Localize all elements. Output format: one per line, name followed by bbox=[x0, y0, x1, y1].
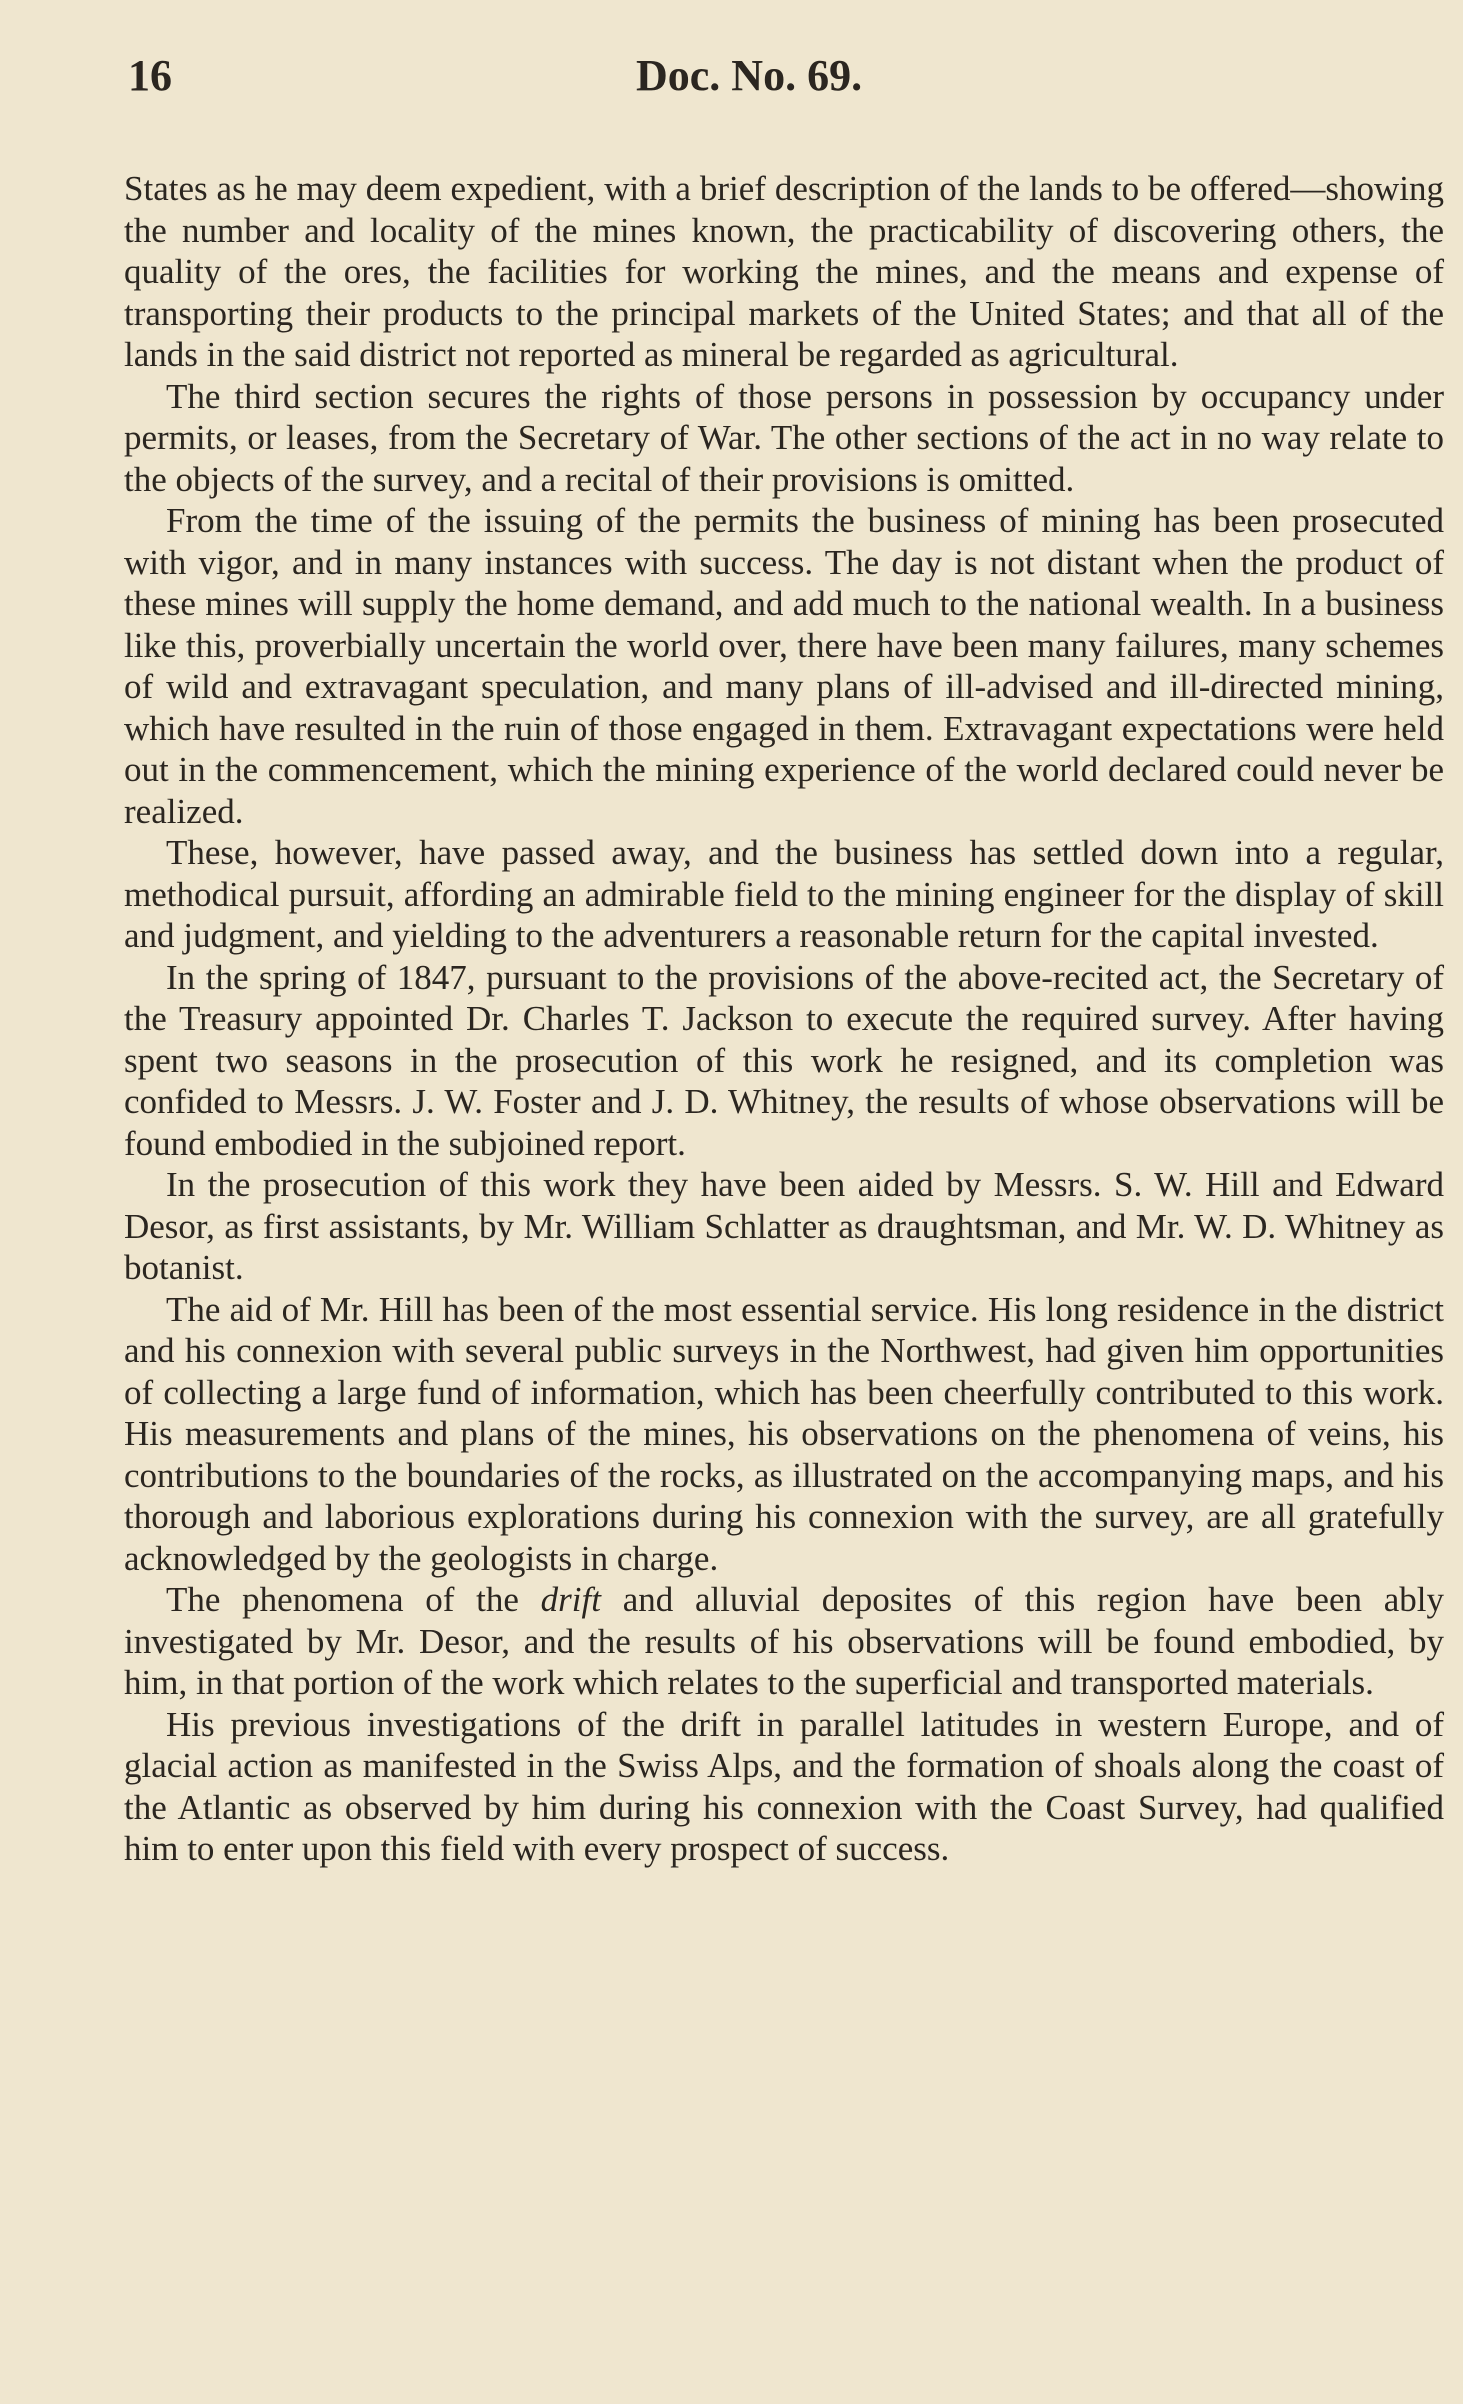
page-number: 16 bbox=[128, 51, 172, 100]
drift-text-after: and alluvial deposites of this region have been ably investigated by Mr. Desor, and the results of his observations will be found embodied, by him, in that portion of the work which relates to the superficial and transported materials. bbox=[124, 1580, 1444, 1702]
paragraph-previous-investigations: His previous investigations of the drift in parallel latitudes in western Europe, and of glacial action as manifested in the Swiss Alps, and the formation of shoals along the coast of the Atlantic as observed by him during his connexion with the Coast Survey, had qualified him to enter upon this field with every prospect of success. bbox=[124, 1704, 1444, 1868]
paragraph-third-section: The third section secures the rights of those persons in possession by occupancy under permits, or leases, from the Secretary of War. The other sections of the act in no way relate to the objects of the survey, and a recital of their provisions is omitted. bbox=[124, 376, 1444, 499]
paragraph-continuation: States as he may deem expedient, with a brief description of the lands to be offered—showing the number and locality of the mines known, the practicability of discovering others, the quality of the ores, the facilities for working the mines, and the means and expense of transporting their products to the principal markets of the United States; and that all of the lands in the said district not reported as mineral be regarded as agricultural. bbox=[124, 169, 1444, 374]
drift-emphasis: drift bbox=[540, 1580, 601, 1619]
paragraph-assistants: In the prosecution of this work they have been aided by Messrs. S. W. Hill and Edward Desor, as first assistants, by Mr. William Schlatter as draughtsman, and Mr. W. D. Whitney as botanist. bbox=[124, 1165, 1444, 1287]
page-header bbox=[124, 44, 1444, 106]
paragraph-drift bbox=[124, 1579, 1444, 1704]
paragraph-settled-down: These, however, have passed away, and the business has settled down into a regular, methodical pursuit, affording an admirable field to the mining engineer for the display of skill and judgment, and yielding to the adventurers a reasonable return for the capital invested. bbox=[124, 833, 1444, 955]
paragraph-mining-business: From the time of the issuing of the permits the business of mining has been prosecuted with vigor, and in many instances with success. The day is not distant when the product of these mines will supply the home demand, and add much to the national wealth. In a business like this, proverbially uncertain the world over, there have been many failures, many schemes of wild and extravagant speculation, and many plans of ill-advised and ill-directed mining, which have resulted in the ruin of those engaged in them. Extravagant expectations were held out in the commencement, which the mining experience of the world declared could never be realized. bbox=[124, 501, 1444, 831]
running-head: Doc. No. 69. bbox=[636, 51, 863, 100]
drift-text-before: The phenomena of the bbox=[166, 1580, 541, 1619]
paragraph-spring-1847: In the spring of 1847, pursuant to the provisions of the above-recited act, the Secretary of the Treasury appointed Dr. Charles T. Jackson to execute the required survey. After having spent two seasons in the prosecution of this work he resigned, and its completion was confided to Messrs. J. W. Foster and J. D. Whitney, the results of whose observations will be found embodied in the subjoined report. bbox=[124, 957, 1444, 1163]
document-page bbox=[124, 44, 1444, 2374]
body-text bbox=[124, 168, 1444, 1870]
paragraph-mr-hill: The aid of Mr. Hill has been of the most essential service. His long residence in the district and his connexion with several public surveys in the Northwest, had given him opportunities of collecting a large fund of information, which has been cheerfully contributed to this work. His measurements and plans of the mines, his observations on the phenomena of veins, his contributions to the boundaries of the rocks, as illustrated on the accompanying maps, and his thorough and laborious explorations during his connexion with the survey, are all gratefully acknowledged by the geologists in charge. bbox=[124, 1289, 1444, 1578]
